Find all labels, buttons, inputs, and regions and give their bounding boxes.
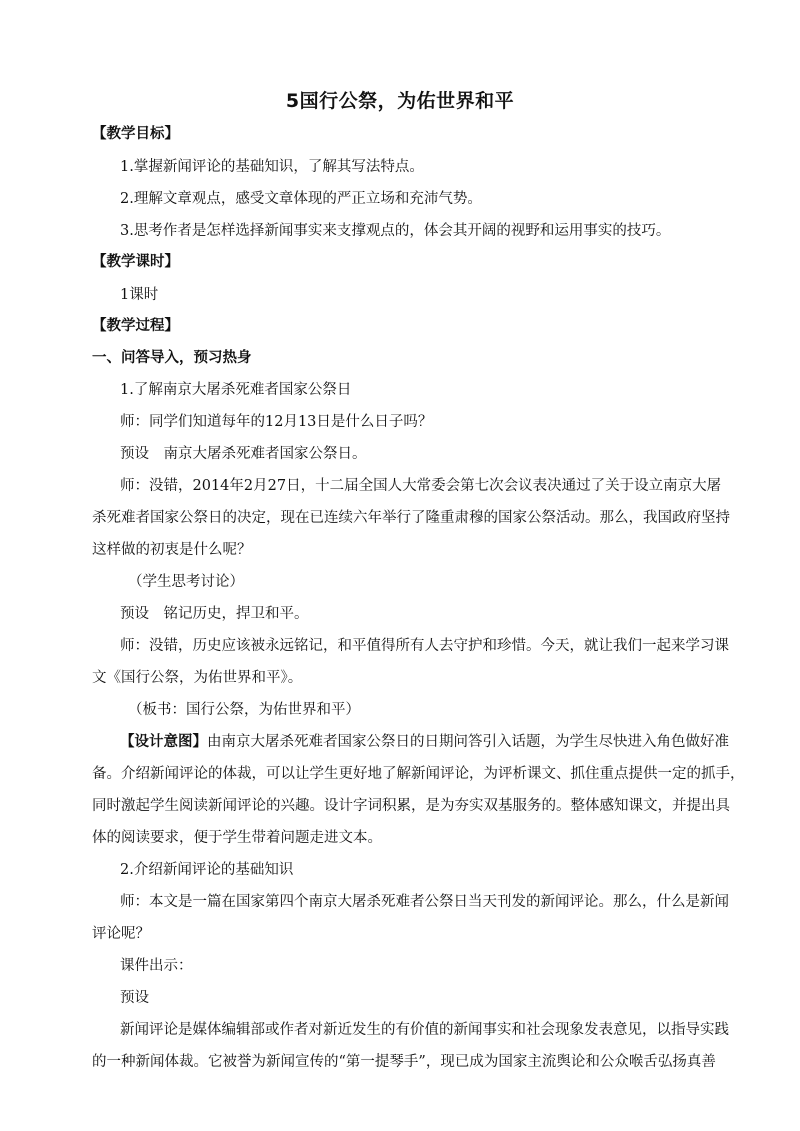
hours-heading: 【教学课时】	[92, 254, 179, 270]
paragraph-4-line-1: 新闻评论是媒体编辑部或作者对新近发生的有价值的新闻事实和社会现象发表意见，以指导实践	[120, 1022, 729, 1038]
board-note: （板书：国行公祭，为佑世界和平）	[128, 702, 360, 718]
paragraph-3-line-1: 师：本文是一篇在国家第四个南京大屠杀死难者公祭日当天刊发的新闻评论。那么，什么是新闻	[120, 894, 729, 910]
paragraph-4-line-2: 的一种新闻体裁。它被誉为新闻宣传的“第一提琴手”，现已成为国家主流舆论和公众喉舌弘扬真善	[92, 1054, 716, 1070]
question-1: 师：同学们知道每年的12月13日是什么日子吗？	[120, 414, 433, 430]
goal-item-1: 1.掌握新闻评论的基础知识，了解其写法特点。	[120, 159, 424, 175]
hours-value: 1课时	[120, 287, 159, 303]
process-heading: 【教学过程】	[92, 318, 179, 334]
paragraph-2-line-1: 师：没错，历史应该被永远铭记，和平值得所有人去守护和珍惜。今天，就让我们一起来学习课	[120, 638, 729, 654]
goal-item-2: 2.理解文章观点，感受文章体现的严正立场和充沛气势。	[120, 191, 482, 207]
design-intent-text: 由南京大屠杀死难者国家公祭日的日期问答引入话题，为学生尽快进入角色做好准	[207, 734, 729, 750]
design-intent-label: 【设计意图】	[120, 734, 207, 750]
preset-label: 预设	[120, 990, 149, 1006]
design-intent-line-1	[120, 732, 729, 752]
goal-item-3: 3.思考作者是怎样选择新闻事实来支撑观点的，体会其开阔的视野和运用事实的技巧。	[120, 223, 671, 239]
paragraph-1-line-3: 这样做的初衷是什么呢？	[92, 542, 252, 558]
part-1-heading: 一、问答导入，预习热身	[92, 350, 252, 366]
answer-1: 预设 南京大屠杀死难者国家公祭日。	[120, 446, 367, 462]
answer-2: 预设 铭记历史，捍卫和平。	[120, 606, 309, 622]
paragraph-3-line-2: 评论呢？	[92, 926, 150, 942]
item-2: 2.介绍新闻评论的基础知识	[120, 862, 294, 878]
paragraph-1-line-2: 杀死难者国家公祭日的决定，现在已连续六年举行了隆重肃穆的国家公祭活动。那么，我国政府坚持	[92, 510, 730, 526]
courseware-label: 课件出示：	[120, 958, 193, 974]
design-intent-line-4: 体的阅读要求，便于学生带着问题走进文本。	[92, 830, 382, 846]
goals-heading: 【教学目标】	[92, 126, 179, 142]
paragraph-2-line-2: 文《国行公祭，为佑世界和平》。	[92, 670, 303, 686]
document-title: 5国行公祭，为佑世界和平	[285, 90, 515, 112]
design-intent-line-2: 备。介绍新闻评论的体裁，可以让学生更好地了解新闻评论，为评析课文、抓住重点提供一定的抓手，	[92, 766, 745, 782]
item-1: 1.了解南京大屠杀死难者国家公祭日	[120, 382, 352, 398]
paragraph-1-line-1: 师：没错，2014年2月27日，十二届全国人大常委会第七次会议表决通过了关于设立南京大屠	[120, 478, 722, 494]
discussion-note: （学生思考讨论）	[128, 574, 244, 590]
design-intent-line-3: 同时激起学生阅读新闻评论的兴趣。设计字词积累，是为夯实双基服务的。整体感知课文，并提出具	[92, 798, 730, 814]
